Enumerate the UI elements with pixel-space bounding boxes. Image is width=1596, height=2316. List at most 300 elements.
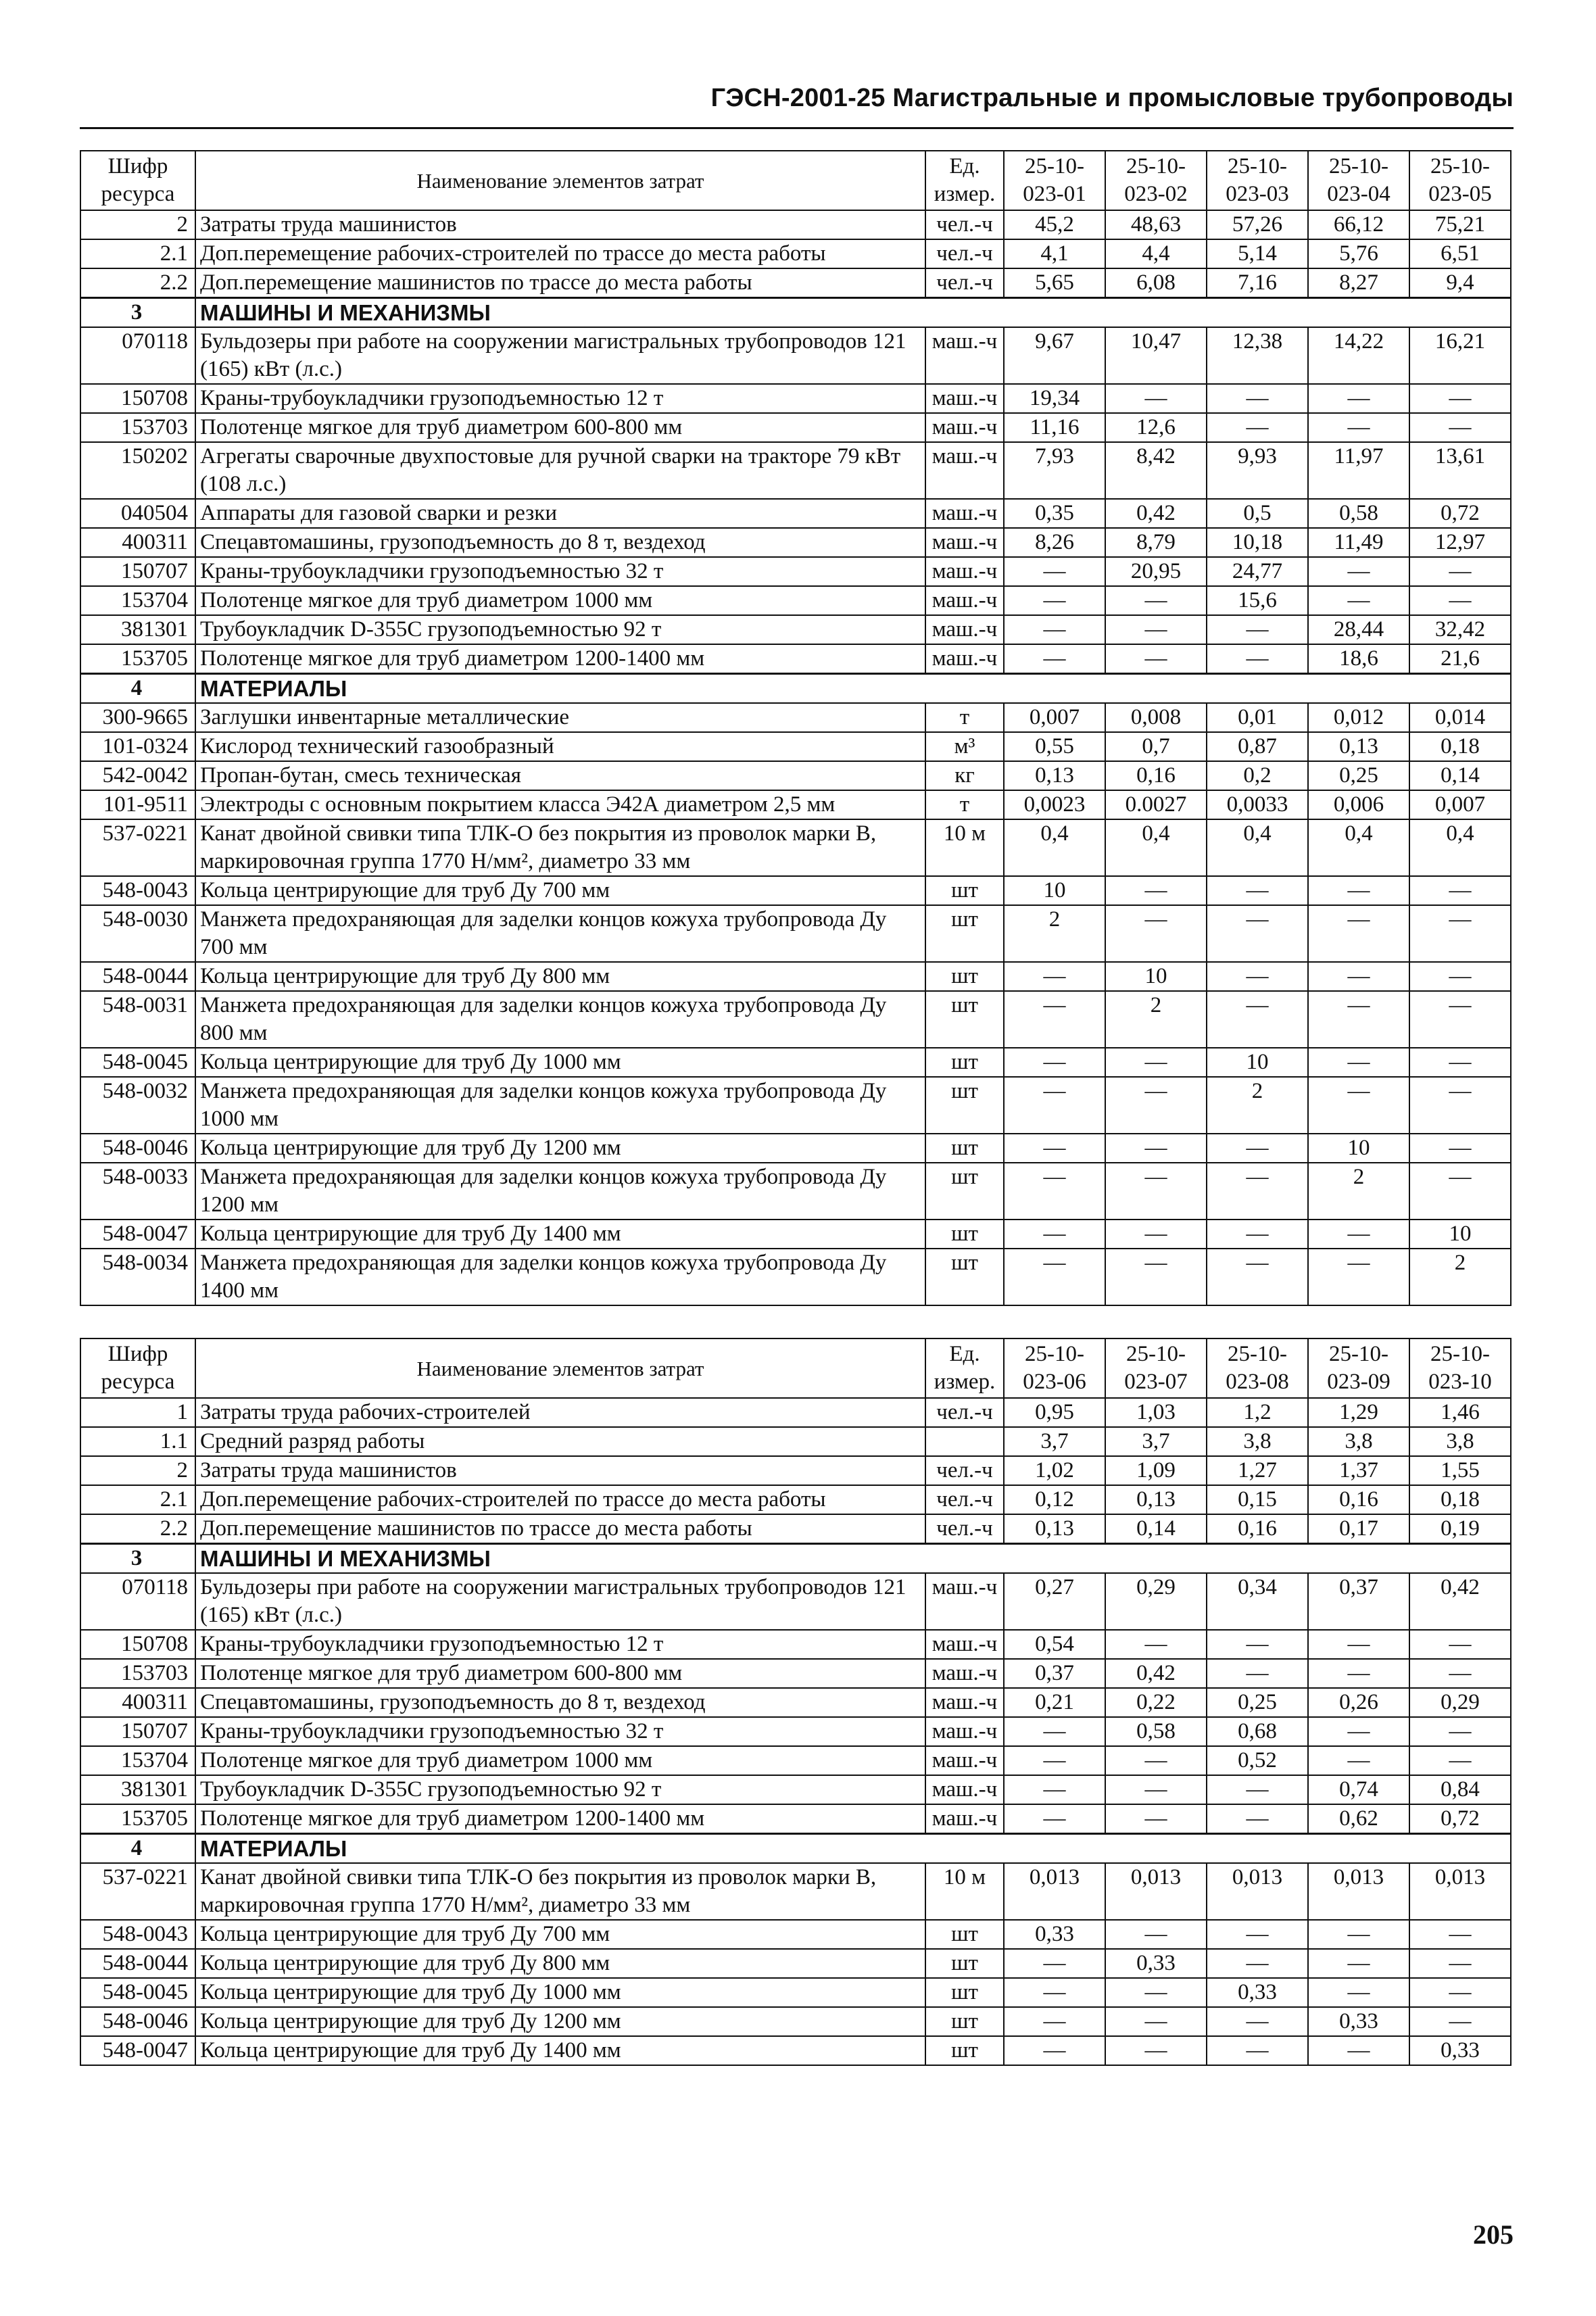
cell-value: —: [1207, 1249, 1308, 1305]
cell-value: 0,25: [1207, 1688, 1308, 1717]
cell-unit: маш.-ч: [925, 1746, 1004, 1775]
cell-value: 0,014: [1409, 703, 1511, 732]
cell-value: —: [1207, 644, 1308, 674]
cell-name: Полотенце мягкое для труб диаметром 1200-1400 мм: [195, 644, 925, 674]
cell-name: Полотенце мягкое для труб диаметром 1200-1400 мм: [195, 1804, 925, 1834]
cell-value: 10: [1105, 962, 1207, 991]
cell-value: 16,21: [1409, 327, 1511, 384]
section-row: [80, 1834, 1511, 1864]
table-row: [80, 615, 1511, 644]
cell-value: 2: [1105, 991, 1207, 1048]
table-row: [80, 876, 1511, 905]
cell-value: —: [1105, 1920, 1207, 1949]
cell-unit: шт: [925, 1077, 1004, 1134]
cell-value: 1,46: [1409, 1398, 1511, 1427]
cell-value: 0,013: [1409, 1863, 1511, 1920]
cell-value: 0,58: [1308, 499, 1409, 528]
cell-value: —: [1207, 384, 1308, 413]
cell-name: Кольца центрирующие для труб Ду 1200 мм: [195, 2007, 925, 2036]
cell-value: 0,18: [1409, 732, 1511, 761]
cell-value: —: [1207, 962, 1308, 991]
table-row: [80, 644, 1511, 674]
cell-value: 1,03: [1105, 1398, 1207, 1427]
table-row: [80, 1717, 1511, 1746]
cell-value: 0,008: [1105, 703, 1207, 732]
cell-value: 0,55: [1004, 732, 1105, 761]
cell-value: 0,54: [1004, 1630, 1105, 1659]
table-row: [80, 790, 1511, 819]
cell-value: 10,18: [1207, 528, 1308, 557]
cell-unit: маш.-ч: [925, 557, 1004, 586]
column-header-norm: 25-10- 023-05: [1409, 151, 1511, 210]
cell-value: 0,007: [1409, 790, 1511, 819]
cell-value: —: [1105, 2036, 1207, 2065]
table-header-row: [80, 1338, 1511, 1398]
cell-name: Трубоукладчик D-355C грузоподъемностью 92 т: [195, 615, 925, 644]
cell-value: 0,29: [1105, 1573, 1207, 1630]
cell-unit: шт: [925, 876, 1004, 905]
cell-value: —: [1105, 2007, 1207, 2036]
cell-value: 6,51: [1409, 239, 1511, 268]
table-row: [80, 1573, 1511, 1630]
cell-code: 2.2: [80, 1514, 195, 1544]
table-row: [80, 528, 1511, 557]
cell-value: 15,6: [1207, 586, 1308, 615]
cell-value: 9,67: [1004, 327, 1105, 384]
cell-value: 10,47: [1105, 327, 1207, 384]
cell-value: 0,29: [1409, 1688, 1511, 1717]
cell-name: Кольца центрирующие для труб Ду 1000 мм: [195, 1978, 925, 2007]
cell-code: 548-0046: [80, 2007, 195, 2036]
page-number: 205: [1473, 2219, 1514, 2250]
resource-table-2: [80, 1338, 1512, 2066]
cell-code: 153705: [80, 1804, 195, 1834]
cell-value: 75,21: [1409, 210, 1511, 239]
cell-value: 0,27: [1004, 1573, 1105, 1630]
cell-value: 0,2: [1207, 761, 1308, 790]
cell-name: Краны-трубоукладчики грузоподъемностью 32 т: [195, 1717, 925, 1746]
column-header-norm: 25-10- 023-03: [1207, 151, 1308, 210]
table-row: [80, 586, 1511, 615]
table-row: [80, 1427, 1511, 1456]
cell-value: 0,13: [1004, 761, 1105, 790]
cell-value: 6,08: [1105, 268, 1207, 298]
cell-name: Затраты труда рабочих-строителей: [195, 1398, 925, 1427]
cell-value: —: [1004, 1746, 1105, 1775]
cell-value: 0,4: [1105, 819, 1207, 876]
cell-value: —: [1409, 905, 1511, 962]
cell-value: —: [1105, 644, 1207, 674]
cell-value: —: [1004, 1134, 1105, 1163]
cell-value: 0,013: [1207, 1863, 1308, 1920]
cell-code: 153703: [80, 1659, 195, 1688]
cell-value: —: [1004, 1220, 1105, 1249]
cell-value: 0,14: [1409, 761, 1511, 790]
cell-value: —: [1409, 1746, 1511, 1775]
cell-name: Бульдозеры при работе на сооружении магистральных трубопроводов 121 (165) кВт (л.с.): [195, 327, 925, 384]
cell-unit: маш.-ч: [925, 384, 1004, 413]
cell-value: —: [1105, 1775, 1207, 1804]
cell-unit: чел.-ч: [925, 239, 1004, 268]
cell-value: 0,37: [1004, 1659, 1105, 1688]
resource-table-1: [80, 150, 1512, 1306]
cell-value: 0,25: [1308, 761, 1409, 790]
cell-unit: чел.-ч: [925, 1398, 1004, 1427]
cell-code: 153704: [80, 1746, 195, 1775]
column-header-code: Шифр ресурса: [80, 151, 195, 210]
cell-value: 0,52: [1207, 1746, 1308, 1775]
cell-value: 0,33: [1207, 1978, 1308, 2007]
column-header-norm: 25-10- 023-01: [1004, 151, 1105, 210]
cell-code: 548-0045: [80, 1048, 195, 1077]
cell-value: 3,8: [1409, 1427, 1511, 1456]
table-row: [80, 499, 1511, 528]
cell-value: —: [1308, 991, 1409, 1048]
cell-name: Полотенце мягкое для труб диаметром 1000 мм: [195, 1746, 925, 1775]
cell-value: 0,16: [1308, 1485, 1409, 1514]
cell-value: —: [1409, 1717, 1511, 1746]
page-header: [80, 80, 1514, 129]
cell-value: 1,29: [1308, 1398, 1409, 1427]
table-row: [80, 1077, 1511, 1134]
cell-value: —: [1004, 557, 1105, 586]
cell-value: 0,16: [1207, 1514, 1308, 1544]
cell-value: —: [1207, 1134, 1308, 1163]
cell-value: —: [1004, 1163, 1105, 1220]
table-row: [80, 384, 1511, 413]
cell-name: Полотенце мягкое для труб диаметром 1000 мм: [195, 586, 925, 615]
cell-value: 0,33: [1308, 2007, 1409, 2036]
cell-name: Спецавтомашины, грузоподъемность до 8 т, вездеход: [195, 1688, 925, 1717]
cell-code: 2: [80, 210, 195, 239]
table-row: [80, 1920, 1511, 1949]
cell-value: —: [1308, 1746, 1409, 1775]
cell-name: Канат двойной свивки типа ТЛК-О без покрытия из проволок марки В, маркировочная группа 1770 Н/мм², диаметро 33 мм: [195, 1863, 925, 1920]
cell-unit: чел.-ч: [925, 210, 1004, 239]
cell-value: —: [1409, 384, 1511, 413]
table-row: [80, 703, 1511, 732]
cell-code: 537-0221: [80, 819, 195, 876]
table-row: [80, 1163, 1511, 1220]
cell-value: —: [1409, 1134, 1511, 1163]
table-row: [80, 1630, 1511, 1659]
cell-name: Манжета предохраняющая для заделки концов кожуха трубопровода Ду 1200 мм: [195, 1163, 925, 1220]
cell-value: 28,44: [1308, 615, 1409, 644]
cell-code: 548-0046: [80, 1134, 195, 1163]
column-header-norm: 25-10- 023-09: [1308, 1338, 1409, 1398]
cell-name: Кольца центрирующие для труб Ду 1400 мм: [195, 1220, 925, 1249]
cell-value: 0,16: [1105, 761, 1207, 790]
cell-unit: шт: [925, 1249, 1004, 1305]
table-row: [80, 1863, 1511, 1920]
cell-unit: маш.-ч: [925, 1630, 1004, 1659]
cell-value: 0,14: [1105, 1514, 1207, 1544]
cell-value: 1,02: [1004, 1456, 1105, 1485]
column-header-name: Наименование элементов затрат: [195, 1338, 925, 1398]
cell-value: 10: [1207, 1048, 1308, 1077]
cell-code: 548-0044: [80, 962, 195, 991]
cell-value: —: [1105, 1746, 1207, 1775]
cell-unit: шт: [925, 1920, 1004, 1949]
cell-value: —: [1308, 1249, 1409, 1305]
cell-value: —: [1004, 1978, 1105, 2007]
cell-unit: маш.-ч: [925, 442, 1004, 499]
cell-value: 12,38: [1207, 327, 1308, 384]
cell-code: 548-0034: [80, 1249, 195, 1305]
cell-code: 542-0042: [80, 761, 195, 790]
cell-value: 0,72: [1409, 1804, 1511, 1834]
cell-value: 2: [1409, 1249, 1511, 1305]
cell-code: 070118: [80, 327, 195, 384]
cell-value: 0,4: [1409, 819, 1511, 876]
cell-name: Трубоукладчик D-355C грузоподъемностью 92 т: [195, 1775, 925, 1804]
cell-value: 19,34: [1004, 384, 1105, 413]
cell-value: 0,62: [1308, 1804, 1409, 1834]
cell-code: 548-0047: [80, 2036, 195, 2065]
cell-unit: чел.-ч: [925, 1456, 1004, 1485]
cell-value: 0,17: [1308, 1514, 1409, 1544]
cell-name: Краны-трубоукладчики грузоподъемностью 32 т: [195, 557, 925, 586]
cell-code: 153704: [80, 586, 195, 615]
table-row: [80, 557, 1511, 586]
cell-value: —: [1105, 615, 1207, 644]
cell-code: 040504: [80, 499, 195, 528]
cell-unit: т: [925, 790, 1004, 819]
table-row: [80, 268, 1511, 298]
cell-value: —: [1004, 2007, 1105, 2036]
cell-value: —: [1207, 905, 1308, 962]
cell-value: 2: [1308, 1163, 1409, 1220]
cell-value: —: [1207, 991, 1308, 1048]
table-row: [80, 2007, 1511, 2036]
cell-code: 1.1: [80, 1427, 195, 1456]
cell-unit: маш.-ч: [925, 413, 1004, 442]
cell-unit: шт: [925, 1220, 1004, 1249]
cell-value: 0,84: [1409, 1775, 1511, 1804]
cell-code: 4: [80, 1834, 195, 1864]
cell-value: —: [1207, 1804, 1308, 1834]
cell-value: —: [1207, 876, 1308, 905]
cell-value: —: [1308, 586, 1409, 615]
cell-value: —: [1207, 1163, 1308, 1220]
cell-value: —: [1207, 1949, 1308, 1978]
cell-code: 150707: [80, 557, 195, 586]
cell-value: —: [1308, 1659, 1409, 1688]
cell-unit: шт: [925, 2036, 1004, 2065]
cell-name: Канат двойной свивки типа ТЛК-О без покрытия из проволок марки В, маркировочная группа 1770 Н/мм², диаметро 33 мм: [195, 819, 925, 876]
cell-unit: маш.-ч: [925, 499, 1004, 528]
cell-value: 0,15: [1207, 1485, 1308, 1514]
table-row: [80, 962, 1511, 991]
cell-unit: кг: [925, 761, 1004, 790]
table-row: [80, 819, 1511, 876]
cell-unit: шт: [925, 1949, 1004, 1978]
cell-code: 548-0033: [80, 1163, 195, 1220]
cell-value: 0,74: [1308, 1775, 1409, 1804]
cell-value: —: [1105, 1804, 1207, 1834]
cell-name: Кольца центрирующие для труб Ду 1400 мм: [195, 2036, 925, 2065]
cell-value: —: [1409, 413, 1511, 442]
cell-value: —: [1409, 876, 1511, 905]
cell-value: 1,09: [1105, 1456, 1207, 1485]
cell-name: Спецавтомашины, грузоподъемность до 8 т, вездеход: [195, 528, 925, 557]
cell-value: 14,22: [1308, 327, 1409, 384]
cell-value: —: [1308, 557, 1409, 586]
cell-value: —: [1105, 1220, 1207, 1249]
cell-unit: маш.-ч: [925, 615, 1004, 644]
section-row: [80, 298, 1511, 328]
cell-name: Кольца центрирующие для труб Ду 700 мм: [195, 1920, 925, 1949]
cell-code: 4: [80, 674, 195, 704]
cell-name: Доп.перемещение рабочих-строителей по трассе до места работы: [195, 239, 925, 268]
cell-unit: шт: [925, 962, 1004, 991]
cell-value: —: [1105, 1077, 1207, 1134]
cell-value: —: [1105, 1249, 1207, 1305]
cell-value: —: [1308, 1717, 1409, 1746]
cell-value: 0,33: [1105, 1949, 1207, 1978]
cell-unit: маш.-ч: [925, 1573, 1004, 1630]
cell-value: —: [1409, 1077, 1511, 1134]
cell-unit: маш.-ч: [925, 1688, 1004, 1717]
cell-unit: чел.-ч: [925, 1514, 1004, 1544]
cell-unit: маш.-ч: [925, 327, 1004, 384]
table-row: [80, 210, 1511, 239]
cell-code: 548-0047: [80, 1220, 195, 1249]
cell-value: 12,97: [1409, 528, 1511, 557]
cell-value: —: [1004, 991, 1105, 1048]
cell-code: 3: [80, 1544, 195, 1574]
column-header-norm: 25-10- 023-04: [1308, 151, 1409, 210]
cell-value: 12,6: [1105, 413, 1207, 442]
cell-value: 0,95: [1004, 1398, 1105, 1427]
table-row: [80, 1514, 1511, 1544]
cell-code: 1: [80, 1398, 195, 1427]
cell-value: —: [1409, 991, 1511, 1048]
column-header-name: Наименование элементов затрат: [195, 151, 925, 210]
cell-code: 400311: [80, 528, 195, 557]
cell-value: —: [1308, 1048, 1409, 1077]
table-row: [80, 991, 1511, 1048]
cell-unit: [925, 1427, 1004, 1456]
cell-name: Доп.перемещение рабочих-строителей по трассе до места работы: [195, 1485, 925, 1514]
cell-value: 10: [1409, 1220, 1511, 1249]
table-row: [80, 1220, 1511, 1249]
cell-value: —: [1105, 1134, 1207, 1163]
cell-value: —: [1308, 1978, 1409, 2007]
cell-name: Полотенце мягкое для труб диаметром 600-800 мм: [195, 413, 925, 442]
cell-value: 0,013: [1004, 1863, 1105, 1920]
cell-code: 548-0044: [80, 1949, 195, 1978]
cell-unit: м³: [925, 732, 1004, 761]
cell-value: —: [1409, 1630, 1511, 1659]
column-header-code: Шифр ресурса: [80, 1338, 195, 1398]
page-title: ГЭСН-2001-25 Магистральные и промысловые трубопроводы: [710, 84, 1514, 112]
cell-value: 4,4: [1105, 239, 1207, 268]
cell-value: 9,93: [1207, 442, 1308, 499]
cell-code: 150202: [80, 442, 195, 499]
cell-value: 0,37: [1308, 1573, 1409, 1630]
table-row: [80, 1134, 1511, 1163]
cell-unit: шт: [925, 905, 1004, 962]
cell-value: 0,013: [1308, 1863, 1409, 1920]
table-row: [80, 1048, 1511, 1077]
cell-name: Электроды с основным покрытием класса Э42А диаметром 2,5 мм: [195, 790, 925, 819]
cell-value: —: [1004, 615, 1105, 644]
cell-value: —: [1207, 1630, 1308, 1659]
cell-value: —: [1207, 1220, 1308, 1249]
cell-value: —: [1308, 413, 1409, 442]
cell-value: —: [1004, 1804, 1105, 1834]
cell-value: 57,26: [1207, 210, 1308, 239]
cell-code: 101-0324: [80, 732, 195, 761]
cell-unit: маш.-ч: [925, 586, 1004, 615]
cell-value: 0,42: [1105, 1659, 1207, 1688]
cell-value: 0,007: [1004, 703, 1105, 732]
cell-value: 0,33: [1004, 1920, 1105, 1949]
cell-value: —: [1409, 1920, 1511, 1949]
cell-name: Кольца центрирующие для труб Ду 700 мм: [195, 876, 925, 905]
cell-unit: т: [925, 703, 1004, 732]
cell-value: 0,13: [1105, 1485, 1207, 1514]
cell-value: —: [1105, 1048, 1207, 1077]
cell-value: 2: [1207, 1077, 1308, 1134]
cell-value: 8,42: [1105, 442, 1207, 499]
column-header-norm: 25-10- 023-06: [1004, 1338, 1105, 1398]
table-row: [80, 1249, 1511, 1305]
cell-unit: маш.-ч: [925, 1659, 1004, 1688]
cell-value: 20,95: [1105, 557, 1207, 586]
column-header-unit: Ед. измер.: [925, 151, 1004, 210]
cell-value: 0,01: [1207, 703, 1308, 732]
cell-value: 3,8: [1207, 1427, 1308, 1456]
cell-value: 0,42: [1105, 499, 1207, 528]
cell-code: 381301: [80, 615, 195, 644]
cell-value: —: [1105, 384, 1207, 413]
cell-code: 400311: [80, 1688, 195, 1717]
cell-name: Кольца центрирующие для труб Ду 800 мм: [195, 962, 925, 991]
cell-value: 4,1: [1004, 239, 1105, 268]
table-row: [80, 1804, 1511, 1834]
cell-value: —: [1409, 1163, 1511, 1220]
cell-value: 1,27: [1207, 1456, 1308, 1485]
table-row: [80, 1485, 1511, 1514]
cell-name: Заглушки инвентарные металлические: [195, 703, 925, 732]
cell-value: —: [1004, 2036, 1105, 2065]
cell-value: —: [1207, 615, 1308, 644]
cell-name: Полотенце мягкое для труб диаметром 600-800 мм: [195, 1659, 925, 1688]
cell-value: —: [1207, 2036, 1308, 2065]
cell-unit: шт: [925, 2007, 1004, 2036]
cell-value: 7,16: [1207, 268, 1308, 298]
cell-value: 45,2: [1004, 210, 1105, 239]
cell-value: 10: [1004, 876, 1105, 905]
cell-value: 0,4: [1004, 819, 1105, 876]
cell-value: 24,77: [1207, 557, 1308, 586]
cell-unit: шт: [925, 1978, 1004, 2007]
cell-value: 1,37: [1308, 1456, 1409, 1485]
cell-unit: 10 м: [925, 1863, 1004, 1920]
cell-name: Манжета предохраняющая для заделки концов кожуха трубопровода Ду 1400 мм: [195, 1249, 925, 1305]
table-row: [80, 905, 1511, 962]
cell-value: 13,61: [1409, 442, 1511, 499]
table-row: [80, 1456, 1511, 1485]
cell-value: 0,18: [1409, 1485, 1511, 1514]
cell-value: 9,4: [1409, 268, 1511, 298]
section-title: МАТЕРИАЛЫ: [195, 1834, 1511, 1864]
cell-value: —: [1308, 1220, 1409, 1249]
cell-value: 32,42: [1409, 615, 1511, 644]
cell-value: —: [1004, 962, 1105, 991]
